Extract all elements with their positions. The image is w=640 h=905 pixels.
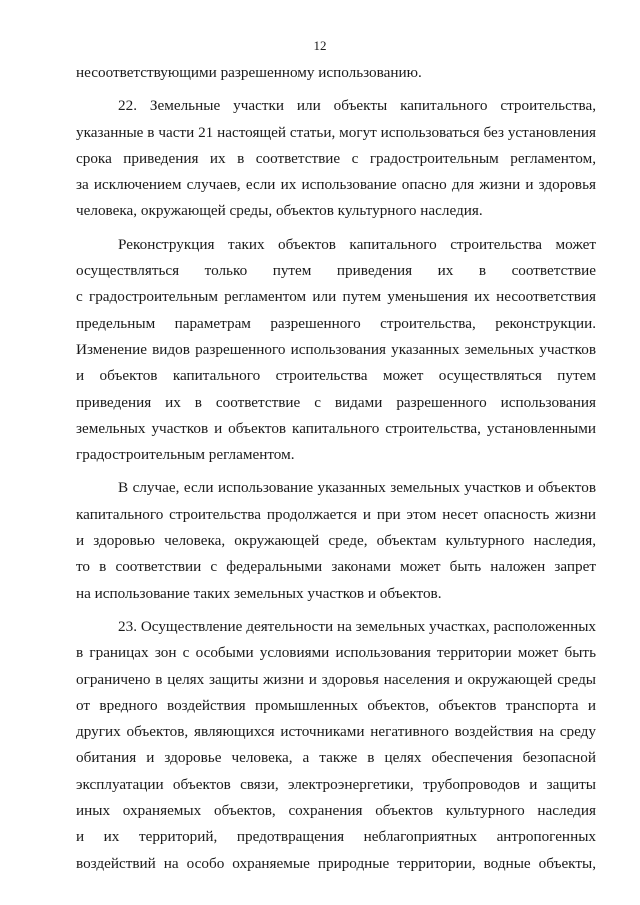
text-line: 23. Осуществление деятельности на земельных участках, расположенных [118, 617, 596, 635]
text-line: Изменение видов разрешенного использования указанных земельных участков [76, 340, 596, 358]
text-line: несоответствующими разрешенному использованию. [76, 64, 422, 81]
text-line: то в соответствии с федеральными законами может быть наложен запрет [76, 558, 596, 576]
text-line: на использование таких земельных участков и объектов. [76, 584, 442, 602]
text-line: капитального строительства продолжается и при этом несет опасность жизни [76, 505, 596, 523]
text-line: и объектов капитального строительства может осуществляться путем [76, 367, 596, 385]
text-line: и здоровью человека, окружающей среде, объектам культурного наследия, [76, 532, 596, 550]
text-line: градостроительным регламентом. [76, 446, 295, 464]
text-line: воздействий на особо охраняемые природные территории, водные объекты, [76, 854, 596, 872]
text-line: земельных участков и объектов капитального строительства, установленными [76, 419, 596, 437]
text-line: от вредного воздействия промышленных объектов, объектов транспорта и [76, 696, 596, 714]
text-line: эксплуатации объектов связи, электроэнергетики, трубопроводов и защиты [76, 775, 596, 793]
text-line: 22. Земельные участки или объекты капитального строительства, [118, 97, 596, 115]
text-line: других объектов, являющихся источниками негативного воздействия на среду [76, 723, 596, 741]
text-line: указанные в части 21 настоящей статьи, могут использоваться без установления [76, 123, 596, 141]
text-line: ограничено в целях защиты жизни и здоровья населения и окружающей среды [76, 670, 596, 688]
text-line: срока приведения их в соответствие с градостроительным регламентом, [76, 149, 596, 167]
page-number: 12 [313, 38, 327, 53]
text-line: в границах зон с особыми условиями использования территории может быть [76, 644, 596, 662]
text-line: предельным параметрам разрешенного строительства, реконструкции. [76, 314, 596, 332]
text-line: и их территорий, предотвращения неблагоприятных антропогенных [76, 828, 596, 846]
text-line: человека, окружающей среды, объектов культурного наследия. [76, 202, 483, 220]
text-line: иных охраняемых объектов, сохранения объектов культурного наследия [76, 802, 596, 820]
text-line: осуществляться только путем приведения их в соответствие [76, 262, 596, 280]
text-line: Реконструкция таких объектов капитального строительства может [118, 235, 596, 253]
text-line: В случае, если использование указанных земельных участков и объектов [118, 479, 596, 497]
paragraph-spacer [76, 86, 596, 93]
document-body [76, 60, 596, 877]
paragraph-spacer [76, 468, 596, 475]
paragraph-spacer [76, 225, 596, 232]
text-line: обитания и здоровье человека, а также в целях обеспечения безопасной [76, 749, 596, 767]
paragraph-spacer [76, 607, 596, 614]
text-line: приведения их в соответствие с видами разрешенного использования [76, 393, 596, 411]
text-line: за исключением случаев, если их использование опасно для жизни и здоровья [76, 176, 596, 194]
text-line: с градостроительным регламентом или путем уменьшения их несоответствия [76, 288, 596, 306]
